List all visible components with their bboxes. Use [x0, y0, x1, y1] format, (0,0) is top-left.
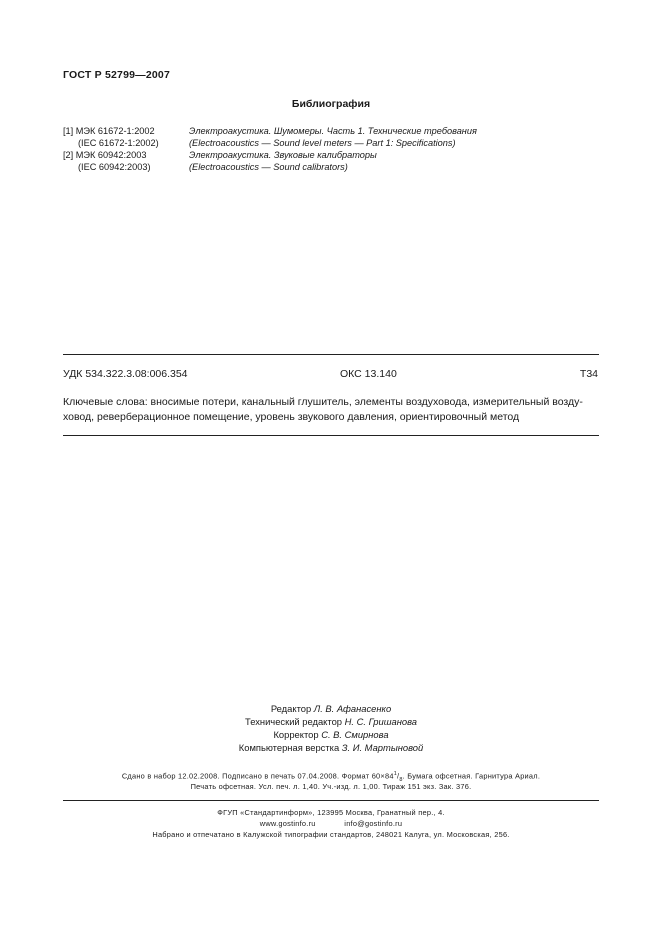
publisher-email: info@gostinfo.ru — [344, 819, 403, 828]
bib-ref: (IEC 61672-1:2002) — [78, 138, 159, 148]
bib-ref: (IEC 60942:2003) — [78, 162, 151, 172]
credit-role: Технический редактор — [245, 716, 343, 727]
credit-line — [0, 703, 662, 714]
keywords-line: Ключевые слова: вносимые потери, канальный глушитель, элементы воздуховода, измерительный возду- — [63, 396, 583, 408]
udk-code: УДК 534.322.3.08:006.354 — [63, 368, 188, 380]
divider — [63, 800, 599, 801]
fraction-denominator: 8 — [399, 776, 403, 783]
printer-line: Набрано и отпечатано в Калужской типографии стандартов, 248021 Калуга, ул. Московская, 256. — [152, 830, 510, 839]
divider — [63, 354, 599, 355]
print-info-text: . Бумага офсетная. Гарнитура Ариал. — [402, 771, 541, 781]
group-code: Т34 — [579, 368, 598, 380]
bib-ref: [2] МЭК 60942:2003 — [63, 150, 147, 160]
credit-role: Компьютерная верстка — [238, 742, 340, 753]
credit-role: Корректор — [273, 729, 319, 740]
print-info-line: Сдано в набор 12.02.2008. Подписано в печать 07.04.2008. Формат $60\times 84^1/_8$. Бумага офсетная. Гарнитура Ариал. — [121, 771, 541, 783]
credit-line — [0, 729, 662, 740]
credit-role: Редактор — [270, 703, 312, 714]
print-info-line: Печать офсетная. Усл. печ. л. 1,40. Уч.-изд. л. 1,00. Тираж 151 экз. Зак. 376. — [190, 782, 472, 791]
credit-name: С. В. Смирнова — [321, 729, 389, 740]
document-header: ГОСТ Р 52799—2007 — [63, 69, 171, 81]
credit-line — [0, 716, 662, 727]
print-info-text: Сдано в набор 12.02.2008. Подписано в печать 07.04.2008. Формат 60×84 — [121, 771, 394, 781]
publisher-website: www.gostinfo.ru — [259, 819, 316, 828]
bib-description: (Electroacoustics — Sound level meters — Part 1: Specifications) — [189, 138, 456, 148]
keywords-line: ховод, реверберационное помещение, уровень звукового давления, ориентировочный метод — [63, 410, 520, 423]
publisher-contacts — [0, 819, 662, 828]
credit-line — [0, 742, 662, 753]
bib-ref: [1] МЭК 61672-1:2002 — [63, 126, 155, 136]
divider — [63, 435, 599, 436]
bib-description: Электроакустика. Шумомеры. Часть 1. Технические требования — [189, 126, 477, 136]
fraction-numerator: 1 — [393, 771, 398, 777]
credit-name: Л. В. Афанасенко — [313, 703, 392, 714]
bibliography-title: Библиография — [291, 98, 371, 110]
keywords — [63, 395, 603, 424]
oks-code: ОКС 13.140 — [340, 368, 397, 380]
bib-description: (Electroacoustics — Sound calibrators) — [189, 162, 348, 172]
credit-name: З. И. Мартыновой — [341, 742, 424, 753]
credit-name: Н. С. Гришанова — [344, 716, 417, 727]
publisher-line: ФГУП «Стандартинформ», 123995 Москва, Гранатный пер., 4. — [217, 808, 445, 817]
bib-description: Электроакустика. Звуковые калибраторы — [189, 150, 377, 160]
